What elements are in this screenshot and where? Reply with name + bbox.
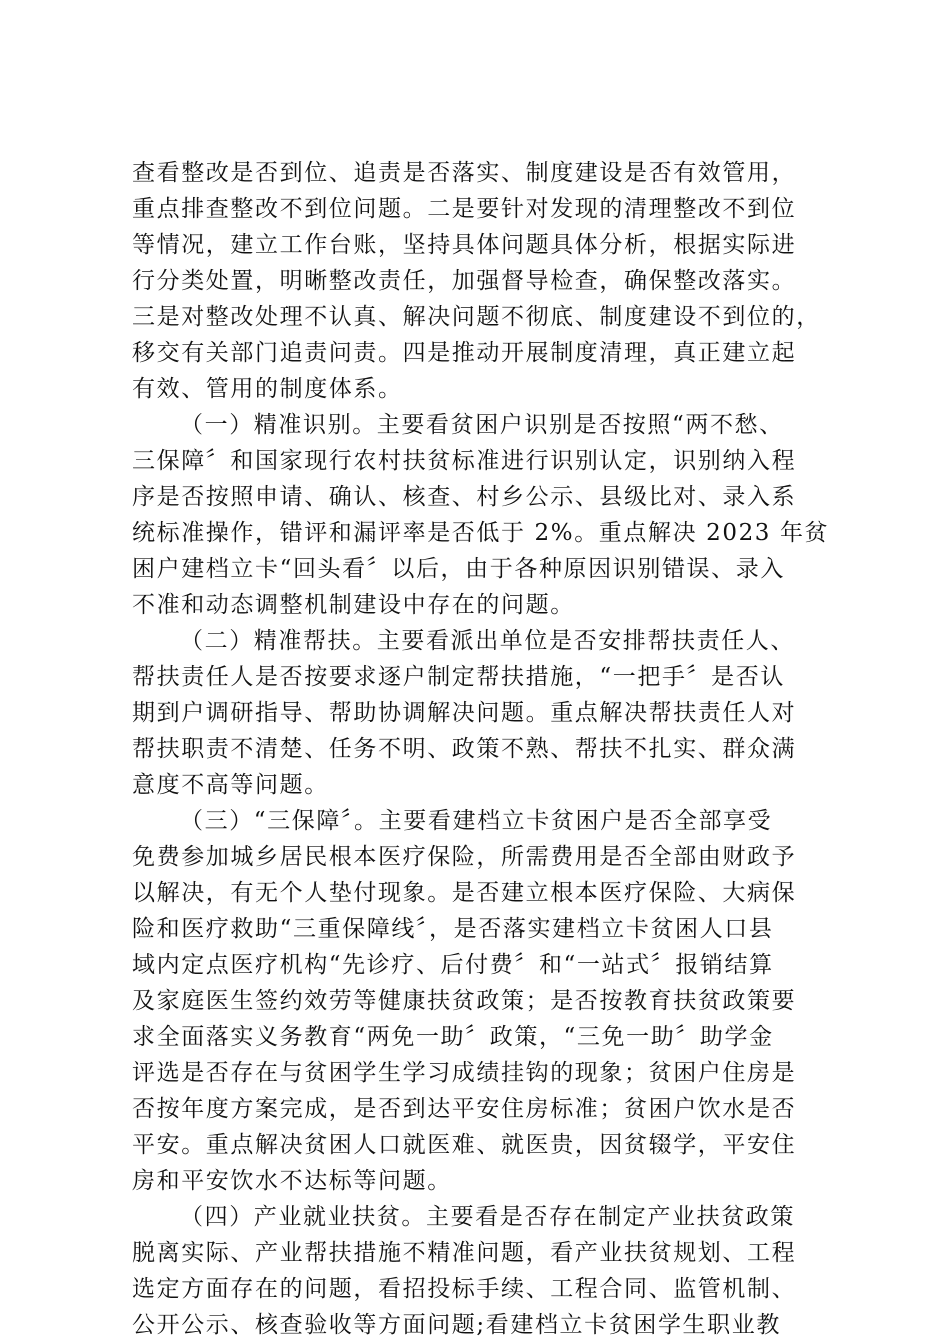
text-line: 帮扶职责不清楚、任务不明、政策不熟、帮扶不扎实、群众满	[132, 736, 797, 762]
text-line: 不准和动态调整机制建设中存在的问题。	[132, 592, 575, 618]
text-line: 行分类处置，明晰整改责任，加强督导检查，确保整改落实。	[132, 268, 797, 294]
text-line: 重点排查整改不到位问题。二是要针对发现的清理整改不到位	[132, 196, 797, 222]
text-line: 房和平安饮水不达标等问题。	[132, 1168, 452, 1194]
text-line: 域内定点医疗机构“先诊疗、后付费〞和“一站式〞报销结算	[132, 952, 774, 978]
text-line: 求全面落实义务教育“两免一助〞政策，“三免一助〞助学金	[132, 1024, 774, 1050]
text-line: 移交有关部门追责问责。四是推动开展制度清理，真正建立起	[132, 340, 797, 366]
text-line: 以解决，有无个人垫付现象。是否建立根本医疗保险、大病保	[132, 880, 797, 906]
text-line: 期到户调研指导、帮助协调解决问题。重点解决帮扶责任人对	[132, 700, 797, 726]
text-line: 等情况，建立工作台账，坚持具体问题具体分析，根据实际进	[132, 232, 797, 258]
text-line: 三是对整改处理不认真、解决问题不彻底、制度建设不到位的，	[132, 304, 821, 330]
text-line: 评选是否存在与贫困学生学习成绩挂钩的现象；贫困户住房是	[132, 1060, 797, 1086]
paragraph-heading-2: （二）精准帮扶。主要看派出单位是否安排帮扶责任人、	[180, 628, 795, 654]
text-line: 困户建档立卡“回头看〞以后，由于各种原因识别错误、录入	[132, 556, 785, 582]
paragraph-heading-4: （四）产业就业扶贫。主要看是否存在制定产业扶贫政策	[180, 1204, 795, 1230]
text-line: 公开公示、核查验收等方面问题;看建档立卡贫困学生职业教	[132, 1312, 781, 1338]
text-line: 意度不高等问题。	[132, 772, 329, 798]
text-line: 序是否按照申请、确认、核查、村乡公示、县级比对、录入系	[132, 484, 797, 510]
paragraph-heading-3: （三）“三保障〞。主要看建档立卡贫困户是否全部享受	[180, 808, 773, 834]
text-line: 帮扶责任人是否按要求逐户制定帮扶措施，“一把手〞是否认	[132, 664, 785, 690]
text-line: 脱离实际、产业帮扶措施不精准问题，看产业扶贫规划、工程	[132, 1240, 797, 1266]
text-line: 否按年度方案完成，是否到达平安住房标准；贫困户饮水是否	[132, 1096, 797, 1122]
paragraph-heading-1: （一）精准识别。主要看贫困户识别是否按照“两不愁、	[180, 412, 784, 438]
text-line: 有效、管用的制度体系。	[132, 376, 403, 402]
text-line: 免费参加城乡居民根本医疗保险，所需费用是否全部由财政予	[132, 844, 797, 870]
text-line: 平安。重点解决贫困人口就医难、就医贵，因贫辍学，平安住	[132, 1132, 797, 1158]
text-line: 三保障〞和国家现行农村扶贫标准进行识别认定，识别纳入程	[132, 448, 797, 474]
text-line: 查看整改是否到位、追责是否落实、制度建设是否有效管用，	[132, 160, 797, 186]
text-line: 及家庭医生签约效劳等健康扶贫政策；是否按教育扶贫政策要	[132, 988, 797, 1014]
text-line: 险和医疗救助“三重保障线〞，是否落实建档立卡贫困人口县	[132, 916, 774, 942]
text-line: 统标准操作，错评和漏评率是否低于 2%。重点解决 2023 年贫	[132, 520, 830, 546]
text-line: 选定方面存在的问题，看招投标手续、工程合同、监管机制、	[132, 1276, 797, 1302]
